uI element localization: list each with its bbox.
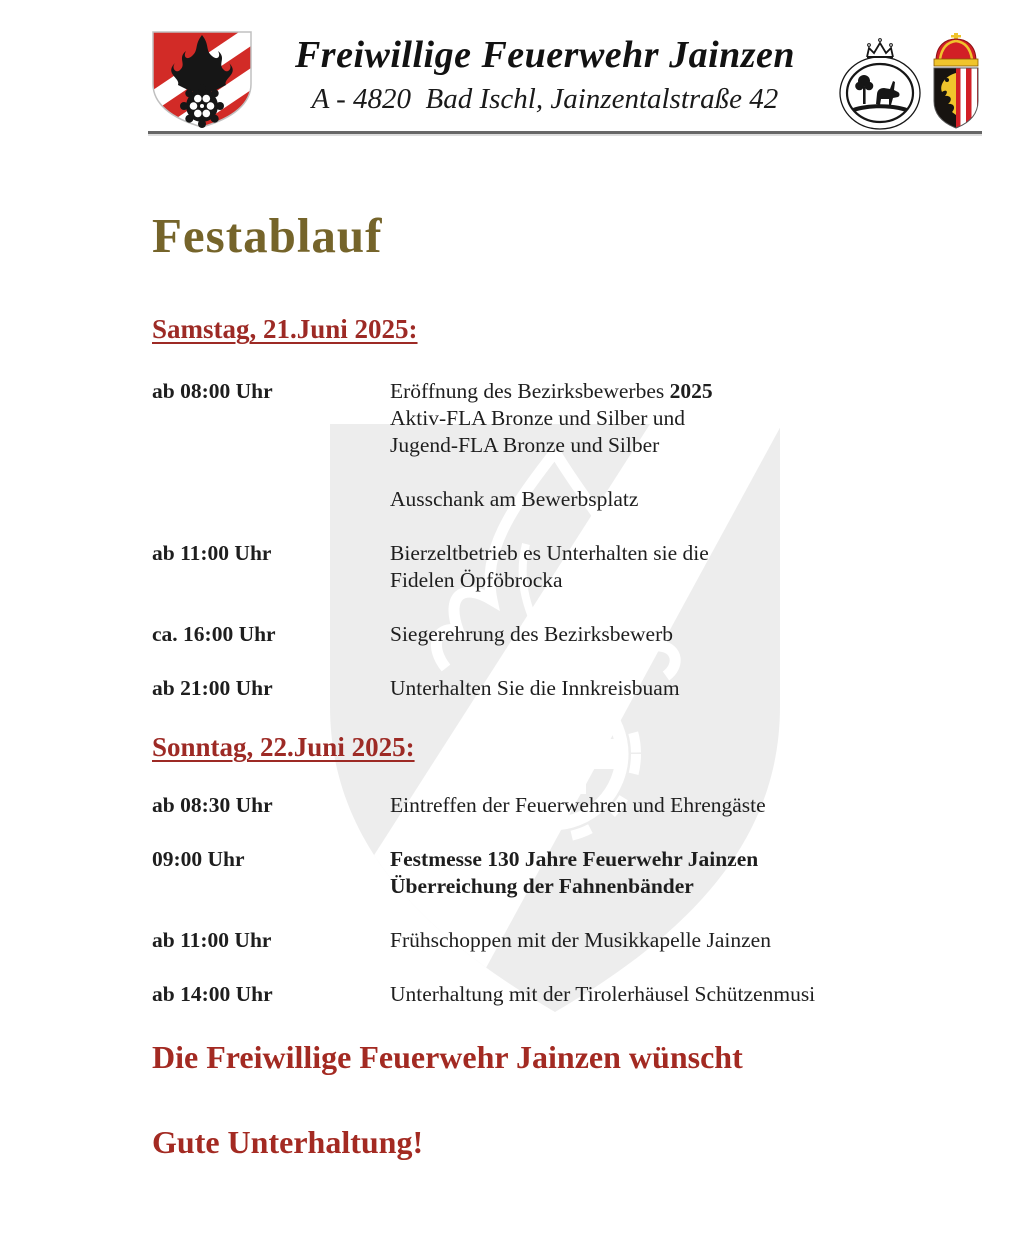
time-label: ab 08:00 Uhr <box>152 379 273 403</box>
time-label: ab 11:00 Uhr <box>152 541 272 565</box>
saturday-heading: Samstag, 21.Juni 2025: <box>152 314 418 344</box>
event-description <box>390 540 964 594</box>
organization-name: Freiwillige Feuerwehr Jainzen <box>294 34 796 76</box>
schedule-row <box>152 378 964 459</box>
page-title: Festablauf <box>152 208 383 263</box>
event-description <box>390 792 964 819</box>
schedule-row <box>152 792 964 819</box>
schedule-row <box>152 981 964 1008</box>
time-label: ab 08:30 Uhr <box>152 793 273 817</box>
event-description <box>390 846 964 900</box>
event-line: Festmesse 130 Jahre Feuerwehr Jainzen <box>390 847 759 871</box>
closing-wish-line: Die Freiwillige Feuerwehr Jainzen wünscht <box>152 1039 743 1075</box>
event-description <box>390 486 964 513</box>
event-line-text: Eröffnung des Bezirksbewerbes <box>390 379 670 403</box>
event-line-bold-text: 2025 <box>669 379 713 403</box>
schedule-row <box>152 621 964 648</box>
event-line: Eintreffen der Feuerwehren und Ehrengäste <box>390 793 766 817</box>
event-description <box>390 981 964 1008</box>
time-label: 09:00 Uhr <box>152 847 245 871</box>
crest-group <box>836 30 982 131</box>
schedule-row <box>152 540 964 594</box>
event-line <box>390 378 964 405</box>
event-description <box>390 927 964 954</box>
event-line: Unterhalten Sie die Innkreisbuam <box>390 676 680 700</box>
bad-ischl-crest-icon <box>836 33 924 131</box>
schedule-row <box>152 846 964 900</box>
event-line: Siegerehrung des Bezirksbewerb <box>390 622 673 646</box>
schedule-row <box>152 675 964 702</box>
upper-austria-crest-icon <box>930 33 982 131</box>
time-label: ca. 16:00 Uhr <box>152 622 276 646</box>
closing-wish-exclamation: Gute Unterhaltung! <box>152 1124 424 1160</box>
schedule-row <box>152 927 964 954</box>
event-line: Überreichung der Fahnenbänder <box>390 874 694 898</box>
fire-brigade-crest-icon <box>150 30 254 130</box>
header-divider <box>148 131 982 134</box>
time-label: ab 21:00 Uhr <box>152 676 273 700</box>
time-label: ab 11:00 Uhr <box>152 928 272 952</box>
event-description <box>390 378 964 459</box>
time-label: ab 14:00 Uhr <box>152 982 273 1006</box>
event-line: Unterhaltung mit der Tirolerhäusel Schützenmusi <box>390 982 816 1006</box>
event-description <box>390 621 964 648</box>
event-line: Bierzeltbetrieb es Unterhalten sie die <box>390 541 709 565</box>
schedule-row <box>152 486 964 513</box>
letterhead-text <box>254 30 836 116</box>
sunday-heading: Sonntag, 22.Juni 2025: <box>152 732 415 762</box>
event-line: Ausschank am Bewerbsplatz <box>390 487 639 511</box>
event-line: Frühschoppen mit der Musikkapelle Jainzen <box>390 928 771 952</box>
letterhead <box>150 30 982 131</box>
schedule-content <box>152 209 964 1161</box>
event-line: Aktiv-FLA Bronze und Silber und <box>390 406 686 430</box>
event-line: Jugend-FLA Bronze und Silber <box>390 433 660 457</box>
event-line: Fidelen Öpföbrocka <box>390 568 563 592</box>
time-label <box>152 486 390 513</box>
organization-address: A - 4820 Bad Ischl, Jainzentalstraße 42 <box>311 82 779 115</box>
event-description <box>390 675 964 702</box>
